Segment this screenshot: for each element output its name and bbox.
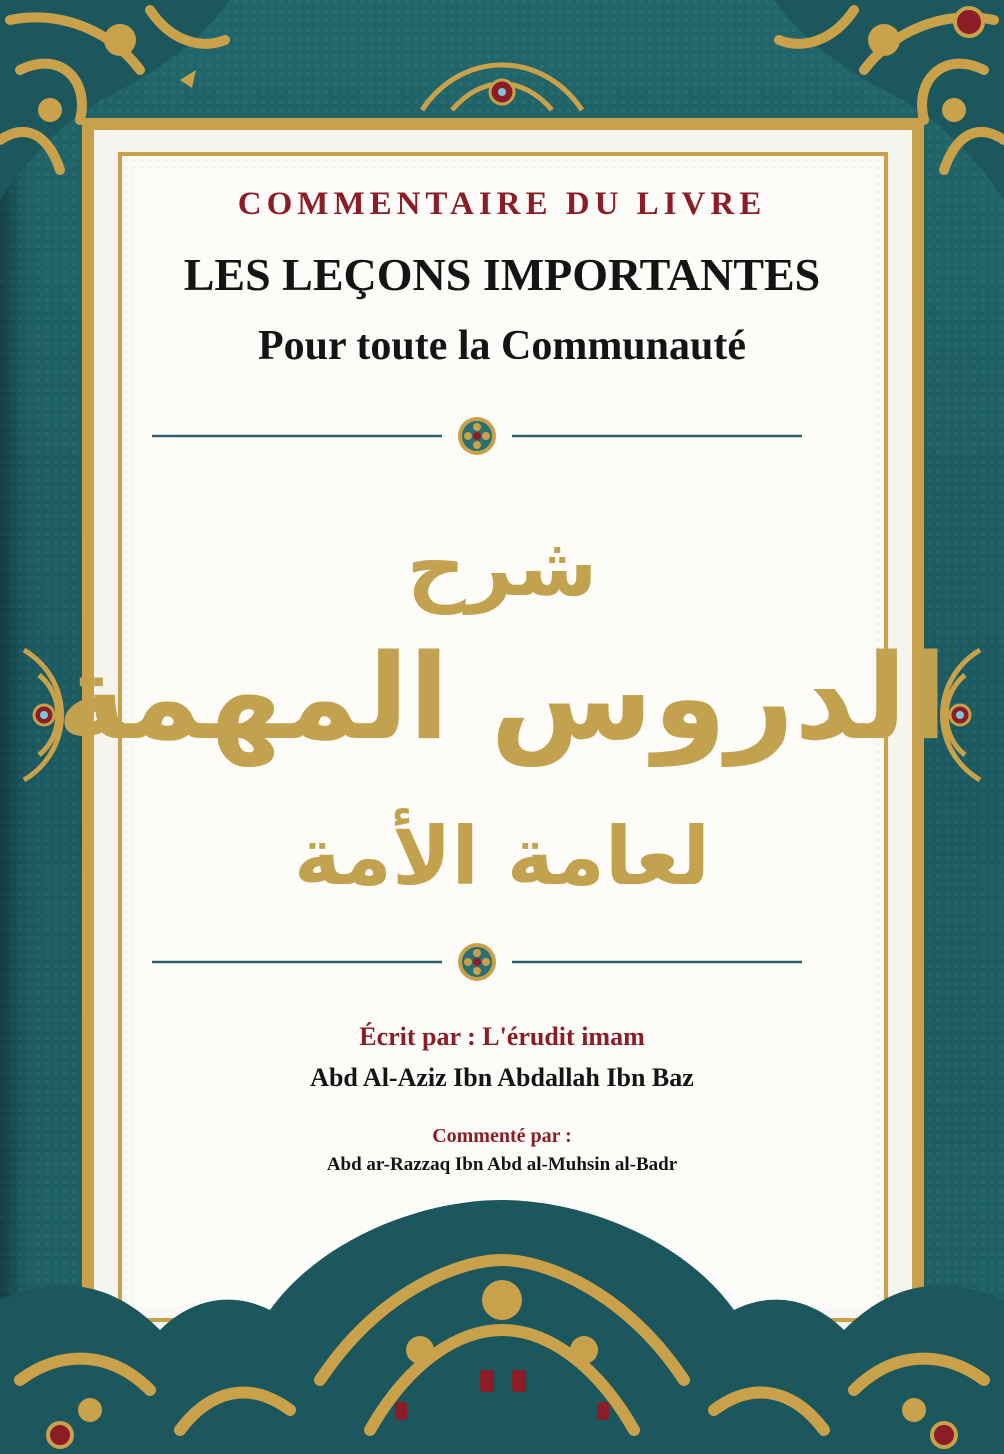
divider-top	[152, 416, 802, 456]
series-label: COMMENTAIRE DU LIVRE	[237, 186, 767, 222]
rosette-medallion-icon	[458, 417, 496, 455]
arabesque-bottom-band-icon	[0, 1180, 1004, 1454]
commented-by-label: Commenté par :	[432, 1125, 572, 1147]
arabic-title-line-1: شرح	[406, 520, 598, 615]
rosette-medallion-icon	[458, 943, 496, 981]
written-by-label: Écrit par : L'érudit imam	[359, 1022, 645, 1051]
arabic-title-line-2: الدروس المهمة	[56, 628, 948, 766]
divider-bottom	[152, 942, 802, 982]
title-line-2: Pour toute la Communauté	[257, 323, 747, 369]
commentator-name: Abd ar-Razzaq Ibn Abd al-Muhsin al-Badr	[326, 1154, 678, 1175]
arabesque-top-center-icon	[412, 30, 592, 120]
arabic-title-line-3: لعامة الأمة	[293, 810, 711, 903]
title-line-1: LES LEÇONS IMPORTANTES	[183, 249, 821, 300]
author-name: Abd Al-Aziz Ibn Abdallah Ibn Baz	[310, 1063, 694, 1092]
